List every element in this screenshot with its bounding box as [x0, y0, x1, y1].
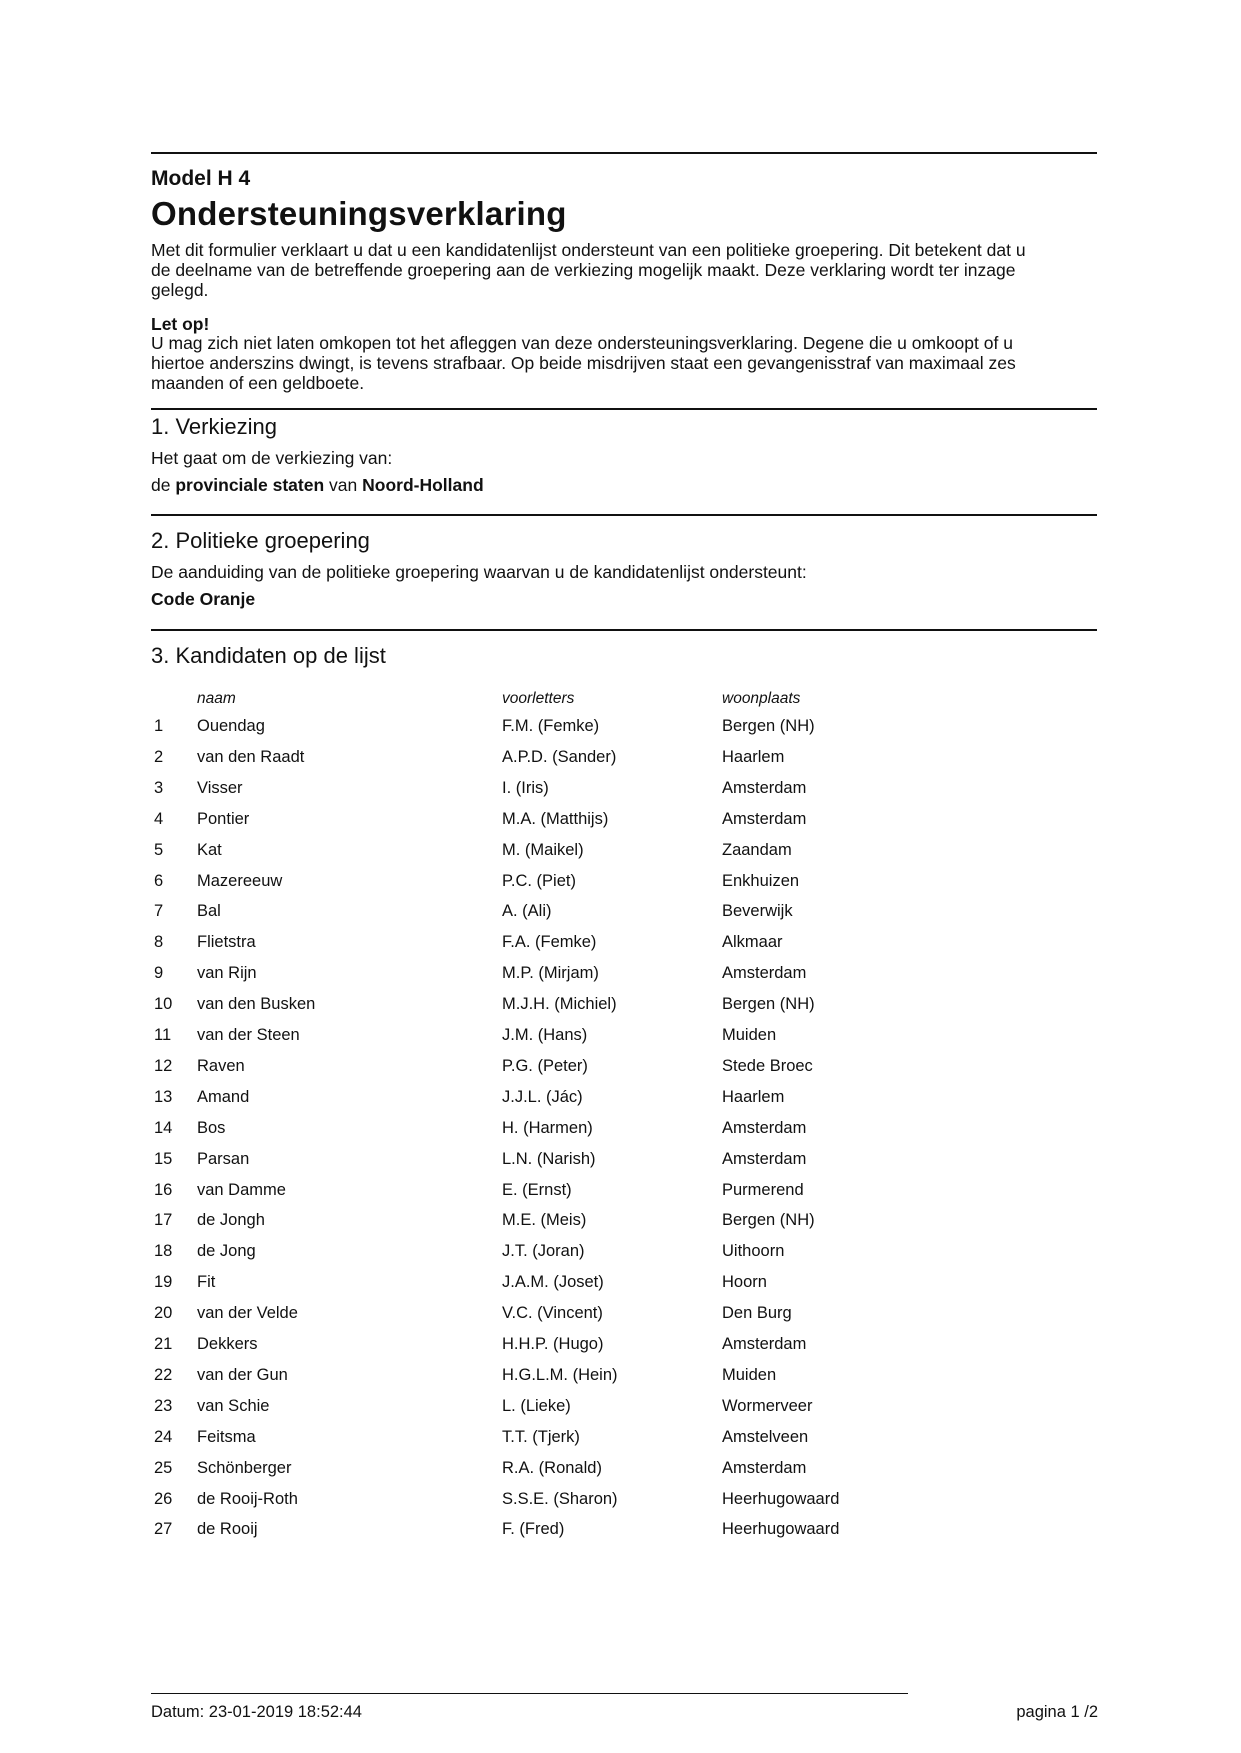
- table-row: [151, 933, 1097, 964]
- candidate-initials: E. (Ernst): [502, 1180, 572, 1199]
- candidate-name: van den Busken: [197, 995, 316, 1014]
- candidate-number: 9: [154, 964, 164, 983]
- candidate-name: de Rooij: [197, 1520, 258, 1539]
- candidate-number: 8: [154, 933, 164, 952]
- candidate-number: 4: [154, 809, 164, 828]
- table-row: [151, 964, 1097, 995]
- candidate-residence: Haarlem: [722, 1087, 785, 1106]
- candidate-residence: Amsterdam: [722, 778, 807, 797]
- candidate-residence: Den Burg: [722, 1304, 792, 1323]
- candidate-number: 18: [154, 1242, 173, 1261]
- candidate-number: 26: [154, 1489, 173, 1508]
- candidate-number: 21: [154, 1335, 173, 1353]
- table-row: [151, 872, 1097, 903]
- table-row: [151, 1397, 1097, 1428]
- table-row: [151, 1026, 1097, 1057]
- party-name: Code Oranje: [151, 589, 256, 609]
- table-row: [151, 841, 1097, 872]
- section-3-divider: [151, 629, 1097, 631]
- let-op-line-1: U mag zich niet laten omkopen tot het afleggen van deze ondersteuningsverklaring. Degene die u omkoopt of u: [151, 333, 1013, 353]
- table-row: [151, 1490, 1097, 1521]
- candidate-initials: P.G. (Peter): [502, 1056, 588, 1075]
- candidate-residence: Bergen (NH): [722, 1211, 815, 1230]
- candidate-initials: J.J.L. (Jác): [502, 1087, 583, 1106]
- candidate-residence: Beverwijk: [722, 902, 793, 921]
- candidate-residence: Heerhugowaard: [722, 1520, 840, 1539]
- candidate-number: 25: [154, 1458, 173, 1477]
- table-row: [151, 902, 1097, 933]
- candidate-residence: Muiden: [722, 1365, 777, 1384]
- candidate-initials: L.N. (Narish): [502, 1149, 596, 1168]
- candidate-name: de Rooij-Roth: [197, 1489, 298, 1508]
- top-divider: [151, 152, 1097, 154]
- table-row: [151, 1181, 1097, 1212]
- table-row: [151, 1088, 1097, 1119]
- table-row: [151, 810, 1097, 841]
- candidate-number: 22: [154, 1365, 173, 1384]
- candidate-name: Amand: [197, 1087, 250, 1106]
- table-row: [151, 1304, 1097, 1335]
- candidate-number: 20: [154, 1304, 173, 1323]
- section-2-text: De aanduiding van de politieke groepering waarvan u de kandidatenlijst ondersteunt:: [151, 562, 807, 582]
- table-row: [151, 995, 1097, 1026]
- candidate-residence: Enkhuizen: [722, 871, 800, 890]
- footer-divider: [151, 1693, 908, 1694]
- table-row: [151, 779, 1097, 810]
- candidate-residence: Zaandam: [722, 840, 792, 859]
- candidate-initials: M.J.H. (Michiel): [502, 995, 617, 1014]
- section-2-divider: [151, 514, 1097, 516]
- candidate-residence: Amsterdam: [722, 809, 807, 828]
- candidate-number: 16: [154, 1180, 173, 1199]
- candidate-residence: Wormerveer: [722, 1396, 813, 1415]
- candidate-initials: M. (Maikel): [502, 840, 584, 859]
- candidate-residence: Uithoorn: [722, 1242, 785, 1261]
- candidate-name: van Schie: [197, 1396, 270, 1415]
- candidate-residence: Amsterdam: [722, 1458, 807, 1477]
- column-header-woonplaats: woonplaats: [722, 690, 801, 707]
- candidate-initials: A.P.D. (Sander): [502, 747, 617, 766]
- candidate-number: 27: [154, 1520, 173, 1539]
- candidate-name: Pontier: [197, 809, 250, 828]
- candidate-number: 1: [154, 717, 164, 735]
- candidate-initials: T.T. (Tjerk): [502, 1427, 580, 1446]
- candidate-initials: M.E. (Meis): [502, 1211, 587, 1230]
- table-row: [151, 1428, 1097, 1459]
- candidate-number: 15: [154, 1149, 173, 1168]
- candidate-name: de Jong: [197, 1242, 256, 1261]
- candidate-initials: R.A. (Ronald): [502, 1458, 602, 1477]
- candidate-name: Mazereeuw: [197, 871, 283, 890]
- candidate-name: Schönberger: [197, 1458, 292, 1477]
- candidate-residence: Purmerend: [722, 1180, 804, 1199]
- candidate-name: van der Velde: [197, 1304, 298, 1323]
- footer-page-number: pagina 1 /2: [1016, 1703, 1098, 1721]
- section-2-heading: 2. Politieke groepering: [151, 528, 370, 553]
- candidate-number: 19: [154, 1273, 173, 1292]
- candidate-number: 12: [154, 1056, 173, 1075]
- candidate-number: 24: [154, 1427, 173, 1446]
- table-row: [151, 717, 1097, 748]
- candidate-initials: H.H.P. (Hugo): [502, 1335, 604, 1353]
- intro-line-2: de deelname van de betreffende groepering aan de verkiezing mogelijk maakt. Deze verklaring wordt ter inzage: [151, 260, 1016, 280]
- candidate-initials: V.C. (Vincent): [502, 1304, 603, 1323]
- candidate-name: Visser: [197, 778, 243, 797]
- candidate-name: Raven: [197, 1056, 245, 1075]
- section-1-heading: 1. Verkiezing: [151, 414, 277, 439]
- table-row: [151, 1520, 1097, 1551]
- table-row: [151, 1242, 1097, 1273]
- model-label: Model H 4: [151, 167, 251, 190]
- candidate-number: 10: [154, 995, 173, 1014]
- table-row: [151, 1273, 1097, 1304]
- candidate-residence: Amstelveen: [722, 1427, 809, 1446]
- candidate-residence: Bergen (NH): [722, 717, 815, 735]
- let-op-line-3: maanden of een geldboete.: [151, 373, 365, 393]
- candidate-name: Flietstra: [197, 933, 256, 952]
- election-region: Noord-Holland: [362, 475, 484, 495]
- section-3-heading: 3. Kandidaten op de lijst: [151, 643, 386, 668]
- candidate-initials: F.A. (Femke): [502, 933, 597, 952]
- candidate-name: Dekkers: [197, 1335, 258, 1353]
- candidate-number: 23: [154, 1396, 173, 1415]
- candidate-initials: M.P. (Mirjam): [502, 964, 599, 983]
- candidate-number: 6: [154, 871, 164, 890]
- candidate-name: van der Gun: [197, 1365, 288, 1384]
- candidate-initials: S.S.E. (Sharon): [502, 1489, 618, 1508]
- candidate-residence: Stede Broec: [722, 1056, 813, 1075]
- candidate-initials: H.G.L.M. (Hein): [502, 1365, 618, 1384]
- candidate-residence: Alkmaar: [722, 933, 783, 952]
- candidate-initials: J.M. (Hans): [502, 1026, 588, 1044]
- candidate-initials: P.C. (Piet): [502, 871, 576, 890]
- table-row: [151, 748, 1097, 779]
- candidate-name: Kat: [197, 840, 222, 859]
- candidate-name: Bos: [197, 1118, 226, 1137]
- candidate-name: Parsan: [197, 1149, 250, 1168]
- candidate-initials: F.M. (Femke): [502, 717, 600, 735]
- candidate-initials: J.A.M. (Joset): [502, 1273, 604, 1292]
- candidate-residence: Amsterdam: [722, 1149, 807, 1168]
- candidate-number: 7: [154, 902, 164, 921]
- table-row: [151, 1335, 1097, 1366]
- candidate-residence: Amsterdam: [722, 1118, 807, 1137]
- candidate-name: van Rijn: [197, 964, 257, 983]
- candidate-residence: Hoorn: [722, 1273, 767, 1292]
- candidate-number: 14: [154, 1118, 173, 1137]
- candidate-name: van der Steen: [197, 1026, 300, 1044]
- candidate-name: Bal: [197, 902, 221, 921]
- candidate-initials: M.A. (Matthijs): [502, 809, 609, 828]
- election-prefix: de: [151, 475, 171, 495]
- table-row: [151, 1211, 1097, 1242]
- candidate-number: 13: [154, 1087, 173, 1106]
- column-header-voorletters: voorletters: [502, 690, 575, 707]
- candidate-name: Feitsma: [197, 1427, 256, 1446]
- table-row: [151, 1119, 1097, 1150]
- election-body: provinciale staten: [175, 475, 325, 495]
- candidate-initials: L. (Lieke): [502, 1396, 571, 1415]
- intro-line-3: gelegd.: [151, 280, 209, 300]
- let-op-heading: Let op!: [151, 314, 210, 334]
- let-op-line-2: hiertoe anderszins dwingt, is tevens strafbaar. Op beide misdrijven staat een gevangenisstraf van maximaal zes: [151, 353, 1016, 373]
- intro-line-1: Met dit formulier verklaart u dat u een kandidatenlijst ondersteunt van een politieke groepering. Dit betekent dat u: [151, 240, 1026, 260]
- table-row: [151, 1459, 1097, 1490]
- table-row: [151, 1057, 1097, 1088]
- table-row: [151, 1150, 1097, 1181]
- candidate-number: 17: [154, 1211, 173, 1230]
- candidate-residence: Amsterdam: [722, 1335, 807, 1353]
- candidate-residence: Haarlem: [722, 747, 785, 766]
- candidate-name: van den Raadt: [197, 747, 305, 766]
- table-row: [151, 1366, 1097, 1397]
- page-title: Ondersteuningsverklaring: [151, 195, 567, 232]
- election-mid: van: [329, 475, 358, 495]
- candidate-initials: F. (Fred): [502, 1520, 565, 1539]
- candidate-number: 3: [154, 778, 164, 797]
- candidate-initials: I. (Iris): [502, 778, 549, 797]
- candidate-residence: Muiden: [722, 1026, 777, 1044]
- candidate-residence: Bergen (NH): [722, 995, 815, 1014]
- candidate-initials: A. (Ali): [502, 902, 552, 921]
- candidate-name: van Damme: [197, 1180, 286, 1199]
- election-value: [151, 475, 484, 496]
- candidate-number: 11: [154, 1026, 172, 1044]
- footer-date: Datum: 23-01-2019 18:52:44: [151, 1703, 362, 1721]
- candidate-initials: J.T. (Joran): [502, 1242, 585, 1261]
- candidate-number: 2: [154, 747, 164, 766]
- candidate-name: Ouendag: [197, 717, 265, 735]
- candidate-number: 5: [154, 840, 164, 859]
- candidate-residence: Heerhugowaard: [722, 1489, 840, 1508]
- column-header-naam: naam: [197, 690, 236, 707]
- candidate-initials: H. (Harmen): [502, 1118, 593, 1137]
- candidate-residence: Amsterdam: [722, 964, 807, 983]
- candidate-name: de Jongh: [197, 1211, 265, 1230]
- section-1-divider: [151, 408, 1097, 410]
- candidate-name: Fit: [197, 1273, 216, 1292]
- section-1-text: Het gaat om de verkiezing van:: [151, 448, 393, 468]
